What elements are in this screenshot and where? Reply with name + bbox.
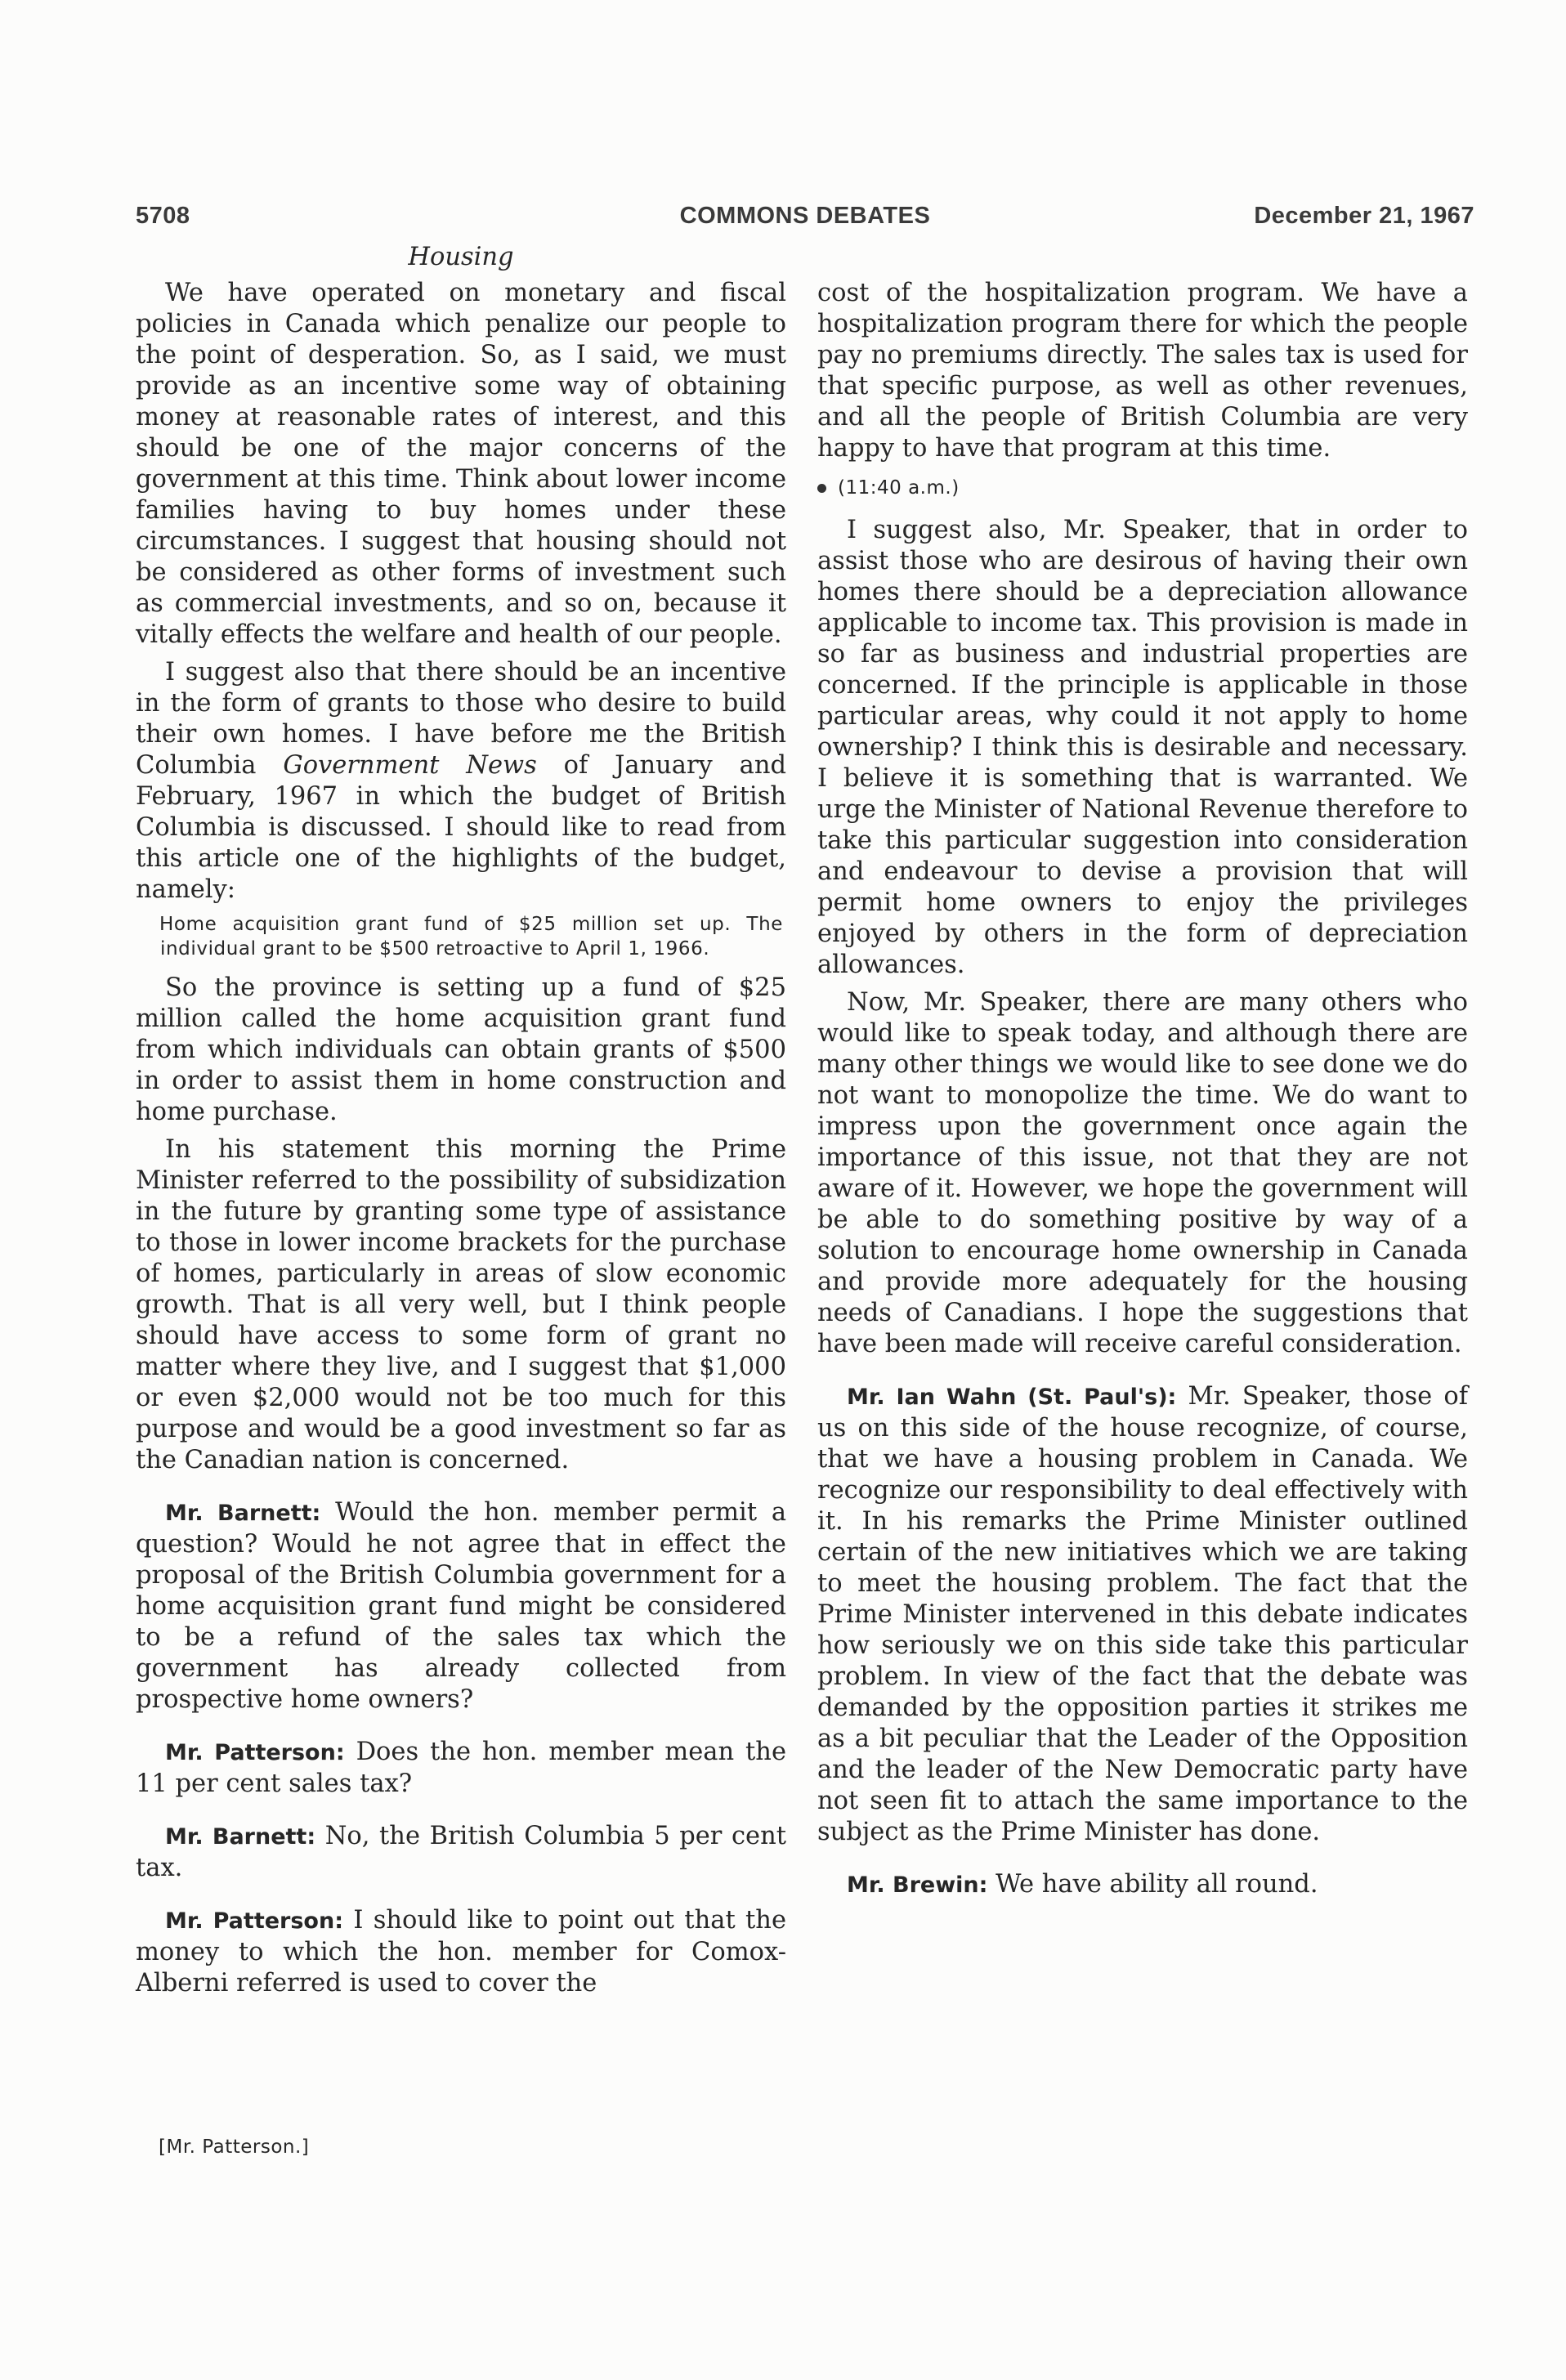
speech: Mr. Barnett: Would the hon. member permit a question? Would he not agree that in effect the proposal of the British Columbia government for a home acquisition grant fund might be considered to be a refund of the sales tax which the government has already collected from prospective home owners? — [136, 1498, 787, 1714]
speech: Mr. Ian Wahn (St. Paul's): Mr. Speaker, those of us on this side of the house recognize, of course, that we have a housing problem in Canada. We recognize our responsibility to deal effectively with it. In his remarks the Prime Minister outlined certain of the new initiatives which we are taking to meet the housing problem. The fact that the Prime Minister intervened in this debate indicates how seriously we on this side take this particular problem. In view of the fact that the debate was demanded by the opposition parties it strikes me as a bit peculiar that the Leader of the Opposition and the leader of the New Democratic party have not seen fit to attach the same importance to the subject as the Prime Minister has done. — [817, 1382, 1469, 1846]
publication-title: COMMONS DEBATES — [679, 203, 931, 229]
section-title: Housing — [408, 243, 514, 271]
timestamp: (11:40 a.m.) — [817, 472, 1468, 503]
paragraph: So the province is setting up a fund of $25 million called the home acquisition grant fund from which individuals can obtain grants of $500 in order to assist them in home construction and home purchase. — [136, 973, 786, 1126]
publication-date: December 21, 1967 — [1254, 203, 1474, 229]
speech: Mr. Brewin: We have ability all round. — [847, 1870, 1318, 1899]
paragraph: We have operated on monetary and fiscal policies in Canada which penalize our people to the point of desperation. So, as I said, we must provide as an incentive some way of obtaining money at reasonable rates of interest, and this should be one of the major concerns of the government at this time. Think about lower income families having to buy homes under these circumstances. I suggest that housing should not be considered as other forms of investment such as commercial investments, and so on, because it vitally effects the welfare and health of our people. — [136, 279, 786, 649]
paragraph: I suggest also, Mr. Speaker, that in order to assist those who are desirous of having their own homes there should be a depreciation allowance applicable to income tax. This provision is made in so far as business and industrial properties are concerned. If the principle is applicable in those particular areas, why could it not apply to home ownership? I think this is desirable and necessary. I believe it is something that is warranted. We urge the Minister of National Revenue therefore to take this particular suggestion into consideration and endeavour to devise a provision that will permit home owners to enjoy the privileges enjoyed by others in the form of depreciation allowances. — [817, 516, 1468, 979]
block-quote: Home acquisition grant fund of $25 million set up. The individual grant to be $500 retroactive to April 1, 1966. — [159, 914, 783, 960]
publication-name: Government News — [283, 751, 537, 780]
bullet-icon — [817, 484, 826, 493]
right-column — [817, 278, 1468, 1908]
page-header — [136, 203, 1474, 239]
speaker-name: Mr. Ian Wahn (St. Paul's): — [847, 1385, 1177, 1410]
speech: Mr. Patterson: Does the hon. member mean the 11 per cent sales tax? — [136, 1738, 786, 1798]
paragraph: Now, Mr. Speaker, there are many others who would like to speak today, and although there are many other things we would like to see done we do not want to monopolize the time. We do want to impress upon the government once again the importance of this issue, not that they are not aware of it. However, we hope the government will be able to do something positive by way of a solution to encourage home ownership in Canada and provide more adequately for the housing needs of Canadians. I hope the suggestions that have been made will receive careful consideration. — [817, 988, 1468, 1358]
paragraph: cost of the hospitalization program. We have a hospitalization program there for which the people pay no premiums directly. The sales tax is used for that specific purpose, as well as other revenues, and all the people of British Columbia are very happy to have that program at this time. — [817, 279, 1468, 463]
speech: Mr. Barnett: No, the British Columbia 5 per cent tax. — [136, 1822, 786, 1882]
paragraph: I suggest also that there should be an incentive in the form of grants to those who desire to build their own homes. I have before me the British Columbia Government News of January and February, 1967 in which the budget of British Columbia is discussed. I should like to read from this article one of the highlights of the budget, namely: — [136, 658, 786, 904]
paragraph: In his statement this morning the Prime Minister referred to the possibility of subsidization in the future by granting some type of assistance to those in lower income brackets for the purchase of homes, particularly in areas of slow economic growth. That is all very well, but I think people should have access to some form of grant no matter where they live, and I suggest that $1,000 or even $2,000 would not be too much for this purpose and would be a good investment so far as the Canadian nation is concerned. — [136, 1135, 786, 1474]
left-column — [136, 242, 786, 2006]
speaker-name: Mr. Patterson: — [165, 1740, 345, 1765]
speech: Mr. Patterson: I should like to point out that the money to which the hon. member for Comox-Alberni referred is used to cover the — [136, 1906, 786, 1998]
page-number: 5708 — [136, 203, 190, 229]
speaker-name: Mr. Brewin: — [847, 1872, 988, 1898]
speaker-name: Mr. Barnett: — [165, 1824, 316, 1850]
speaker-footnote: [Mr. Patterson.] — [159, 2136, 310, 2158]
speaker-name: Mr. Barnett: — [165, 1501, 321, 1526]
speaker-name: Mr. Patterson: — [165, 1908, 343, 1934]
